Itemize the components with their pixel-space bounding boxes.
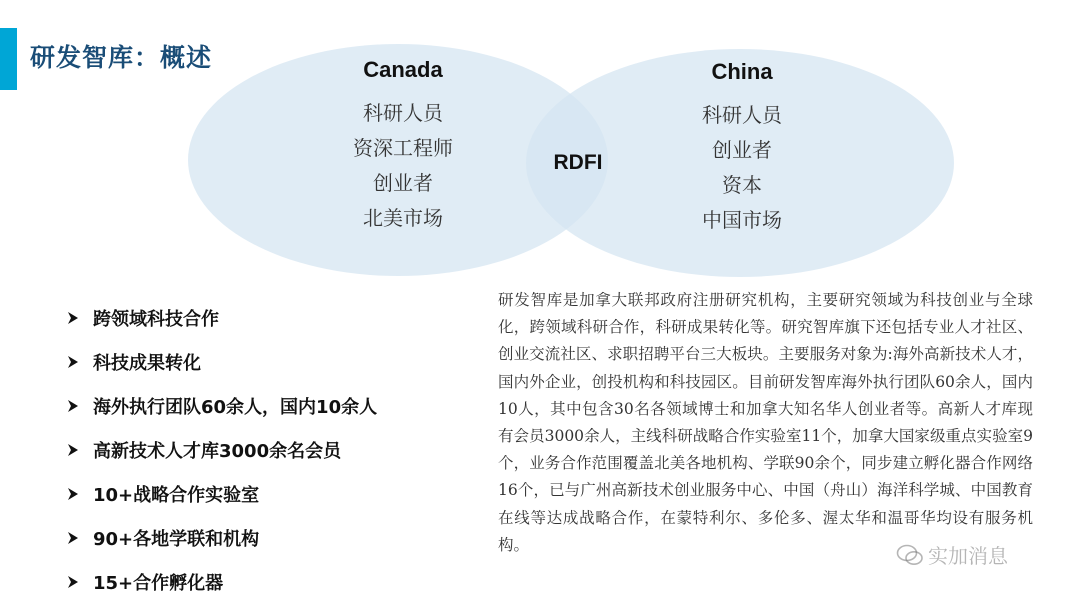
watermark <box>896 540 1008 569</box>
list-item <box>66 384 377 428</box>
list-item <box>66 472 377 516</box>
arrow-bullet-icon <box>66 443 80 457</box>
watermark-text: 实加消息 <box>928 544 1008 568</box>
list-item-label: 科技成果转化 <box>93 353 201 374</box>
list-item-label: 高新技术人才库3000余名会员 <box>93 441 342 462</box>
list-item <box>66 560 377 604</box>
list-item <box>66 340 377 384</box>
canada-item: 科研人员 <box>363 101 443 125</box>
canada-item: 北美市场 <box>363 206 443 230</box>
venn-overlap-label: RDFI <box>553 151 603 174</box>
wechat-icon <box>896 543 924 567</box>
venn-diagram <box>0 0 1080 300</box>
china-list <box>642 98 842 238</box>
arrow-bullet-icon <box>66 487 80 501</box>
list-item-label: 10+战略合作实验室 <box>93 485 260 506</box>
list-item <box>66 296 377 340</box>
page-title: 研发智库：概述 <box>30 43 213 72</box>
china-item: 科研人员 <box>702 103 782 127</box>
china-item: 资本 <box>722 173 762 197</box>
list-item-label: 海外执行团队60余人，国内10余人 <box>93 397 378 418</box>
canada-item: 资深工程师 <box>353 136 453 160</box>
arrow-bullet-icon <box>66 575 80 589</box>
list-item-label: 跨领域科技合作 <box>93 309 219 330</box>
list-item <box>66 428 377 472</box>
list-item <box>66 516 377 560</box>
list-item-label: 90+各地学联和机构 <box>93 529 260 550</box>
highlights-list <box>66 296 377 604</box>
arrow-bullet-icon <box>66 399 80 413</box>
arrow-bullet-icon <box>66 531 80 545</box>
canada-item: 创业者 <box>373 171 433 195</box>
arrow-bullet-icon <box>66 311 80 325</box>
canada-title: Canada <box>363 57 443 82</box>
china-item: 中国市场 <box>702 208 782 232</box>
description-paragraph: 研发智库是加拿大联邦政府注册研究机构，主要研究领域为科技创业与全球化，跨领域科研合作，科研成果转化等。研究智库旗下还包括专业人才社区、创业交流社区、求职招聘平台三大板块。主要服务对象为:海外高新技术人才，国内外企业，创投机构和科技园区。目前研发智库海外执行团队60余人，国内10人，其中包含30名各领域博士和加拿大知名华人创业者等。高新人才库现有会员3000余人，主线科研战略合作实验室11个，加拿大国家级重点实验室9个，业务合作范围覆盖北美各地机构、学联90余个，同步建立孵化器合作网络16个，已与广州高新技术创业服务中心、中国（舟山）海洋科学城、中国教育在线等达成战略合作，在蒙特利尔、多伦多、渥太华和温哥华均设有服务机构。 <box>498 291 1033 554</box>
china-item: 创业者 <box>712 138 772 162</box>
list-item-label: 15+合作孵化器 <box>93 573 224 594</box>
arrow-bullet-icon <box>66 355 80 369</box>
china-title: China <box>711 59 773 84</box>
canada-list <box>303 96 503 236</box>
